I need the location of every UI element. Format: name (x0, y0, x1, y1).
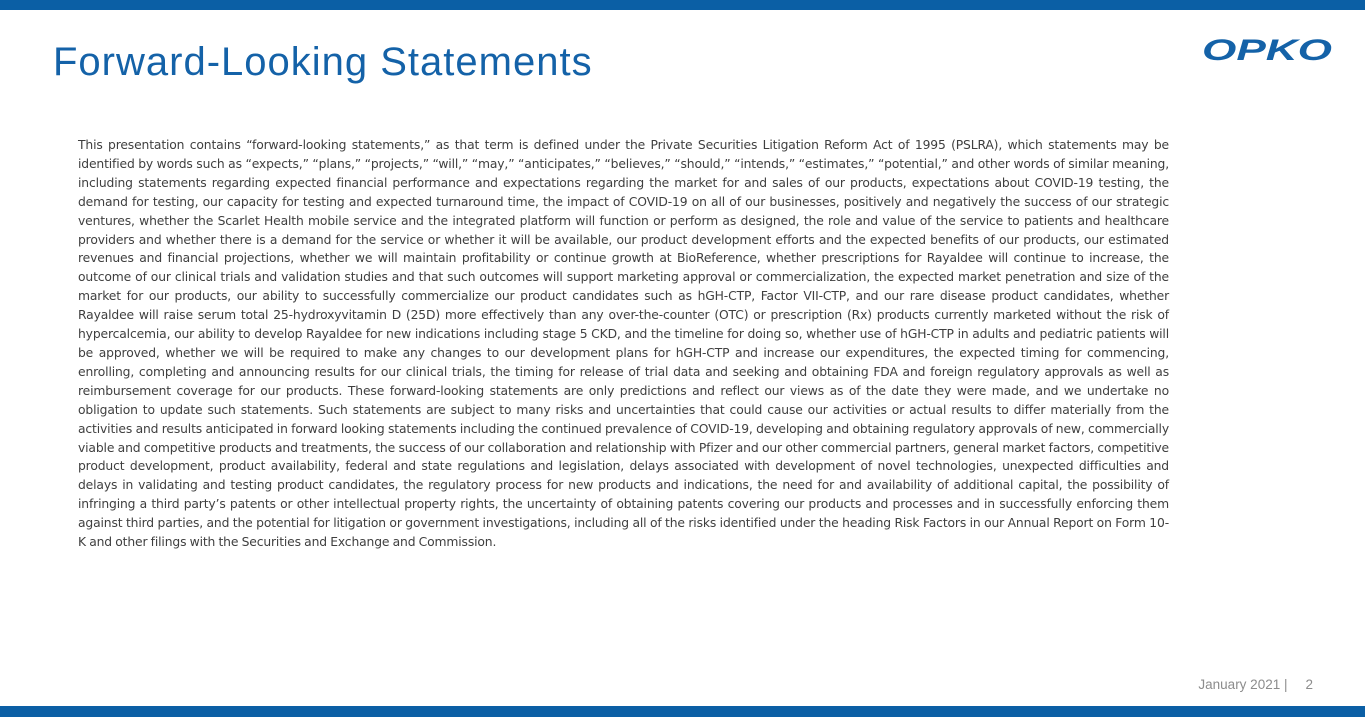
footer (1198, 677, 1313, 692)
forward-looking-statement-text: This presentation contains “forward-looking statements,” as that term is defined under the Private Securities Litigation Reform Act of 1995 (PSLRA), which statements may be identified by words such as “expects,” “plans,” “projects,” “will,” “may,” “anticipates,” “believes,” “should,” “intends,” “estimates,” “potential,” and other words of similar meaning, including statements regarding expected financial performance and expectations regarding the market for and sales of our products, expectations about COVID-19 testing, the demand for testing, our capacity for testing and expected turnaround time, the impact of COVID-19 on all of our businesses, positively and negatively the success of our strategic ventures, whether the Scarlet Health mobile service and the integrated platform will function or perform as designed, the role and value of the service to patients and healthcare providers and whether there is a demand for the service or whether it will be available, our product development efforts and the expected benefits of our products, our estimated revenues and financial projections, whether we will maintain profitability or continue growth at BioReference, whether prescriptions for Rayaldee will continue to increase, the outcome of our clinical trials and validation studies and that such outcomes will support marketing approval or commercialization, the expected market penetration and size of the market for our products, our ability to successfully commercialize our product candidates such as hGH-CTP, Factor VII-CTP, and our rare disease product candidates, whether Rayaldee will raise serum total 25-hydroxyvitamin D (25D) more effectively than any over-the-counter (OTC) or prescription (Rx) products currently marketed without the risk of hypercalcemia, our ability to develop Rayaldee for new indications including stage 5 CKD, and the timeline for doing so, whether use of hGH-CTP in adults and pediatric patients will be approved, whether we will be required to make any changes to our development plans for hGH-CTP and increase our expenditures, the expected timing for commencing, enrolling, completing and announcing results for our clinical trials, the timing for release of trial data and seeking and obtaining FDA and foreign regulatory approvals as well as reimbursement coverage for our products. These forward-looking statements are only predictions and reflect our views as of the date they were made, and we undertake no obligation to update such statements. Such statements are subject to many risks and uncertainties that could cause our activities or actual results to differ materially from the activities and results anticipated in forward looking statements including the continued prevalence of COVID-19, developing and obtaining regulatory approvals of new, commercially viable and competitive products and treatments, the success of our collaboration and relationship with Pfizer and our other commercial partners, general market factors, competitive product development, product availability, federal and state regulations and legislation, delays associated with development of novel technologies, unexpected difficulties and delays in validating and testing product candidates, the regulatory process for new products and indications, the need for and availability of additional capital, the possibility of infringing a third party’s patents or other intellectual property rights, the uncertainty of obtaining patents covering our products and processes and in successfully enforcing them against third parties, and the potential for litigation or government investigations, including all of the risks identified under the heading Risk Factors in our Annual Report on Form 10-K and other filings with the Securities and Exchange and Commission. (78, 138, 1169, 550)
opko-logo (1201, 36, 1334, 62)
footer-date: January 2021 | (1198, 677, 1288, 692)
page-title: Forward-Looking Statements (53, 40, 593, 84)
page-number: 2 (1305, 677, 1313, 692)
bottom-accent-bar (0, 706, 1365, 717)
top-accent-bar (0, 0, 1365, 10)
logo-wordmark: OPKO (1202, 36, 1332, 62)
